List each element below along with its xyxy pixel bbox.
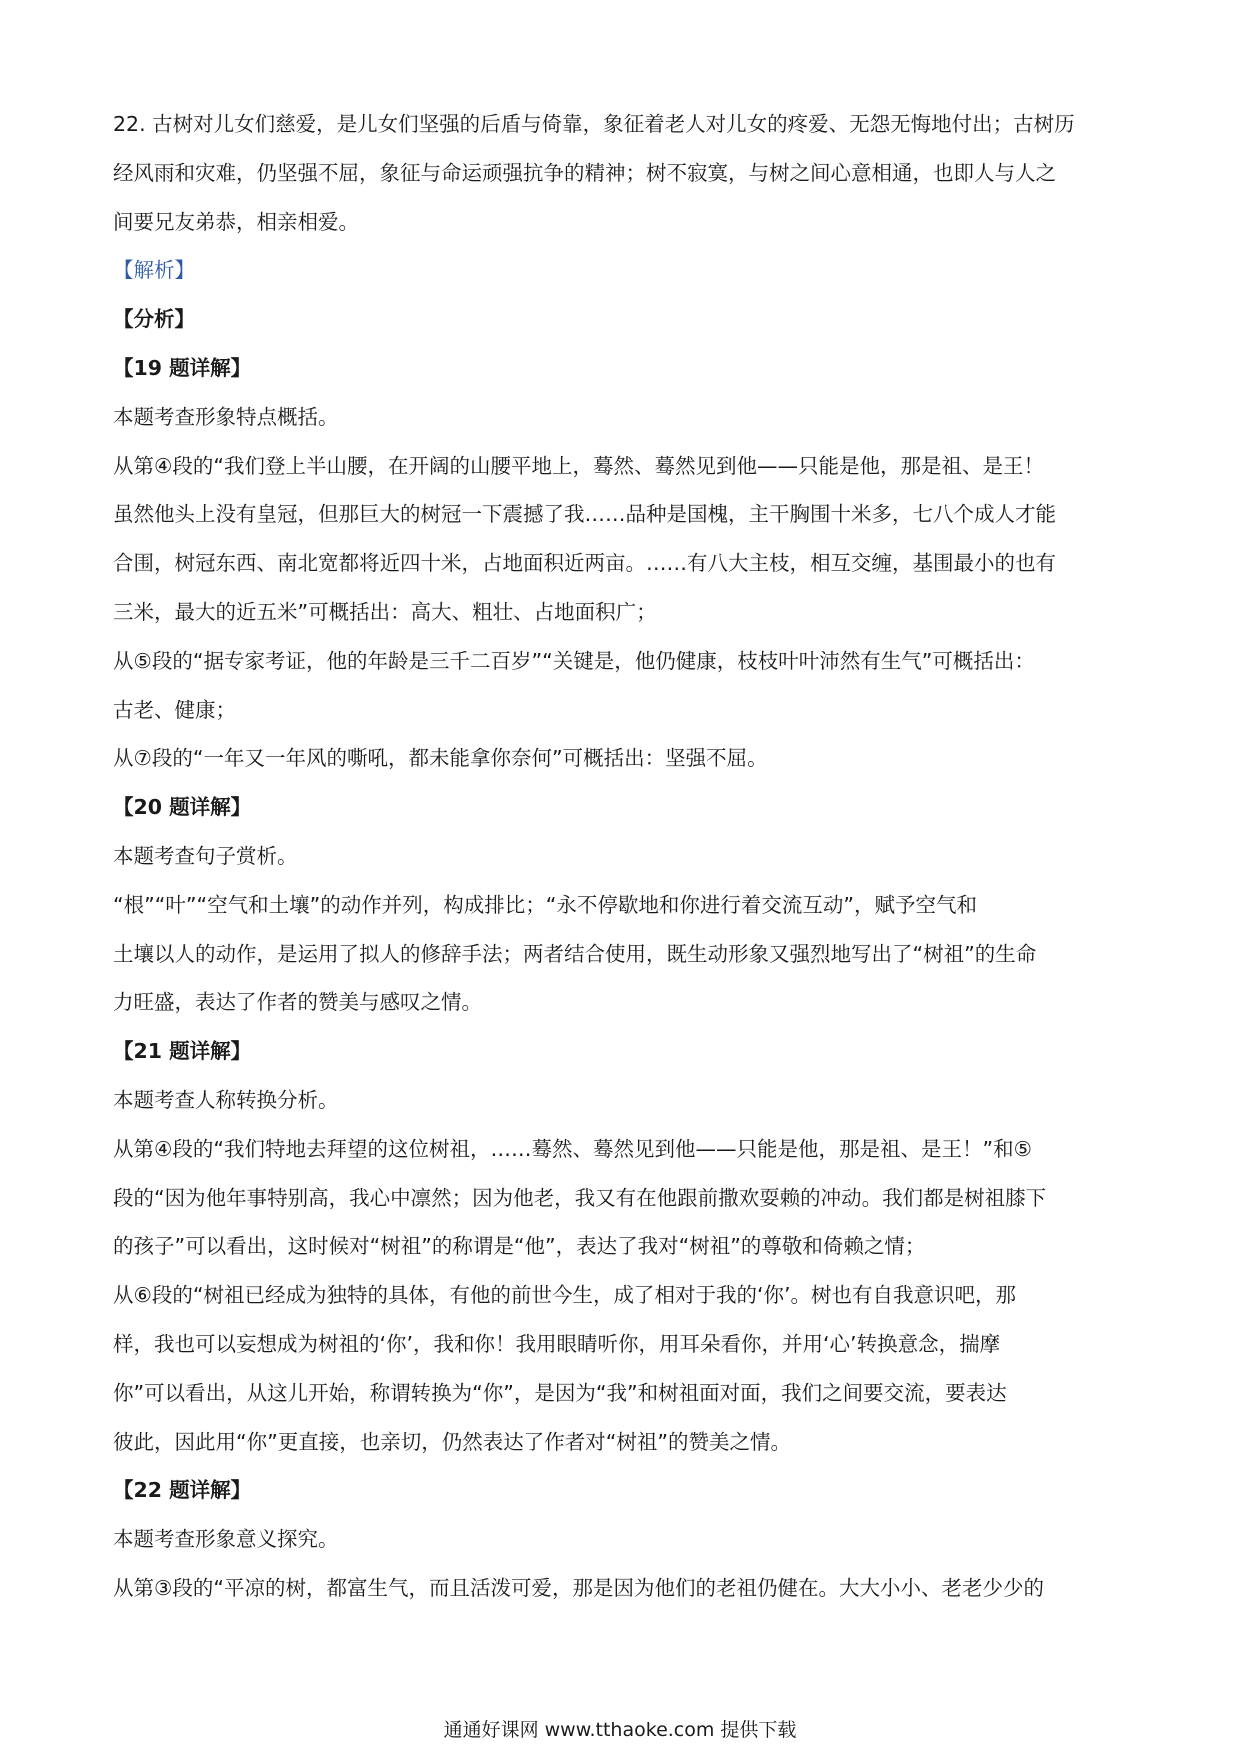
text-line: 22. 古树对儿女们慈爱，是儿女们坚强的后盾与倚靠，象征着老人对儿女的疼爱、无怨无悔地付出；古树历 bbox=[113, 112, 1075, 136]
text-line: 间要兄友弟恭，相亲相爱。 bbox=[113, 209, 359, 234]
text-line: 力旺盛，表达了作者的赞美与感叹之情。 bbox=[113, 990, 482, 1015]
text-line: 经风雨和灾难，仍坚强不屈，象征与命运顽强抗争的精神；树不寂寞，与树之间心意相通，也即人与人之 bbox=[113, 160, 1056, 185]
text-line: 的孩子”可以看出，这时候对“树祖”的称谓是“他”，表达了我对“树祖”的尊敬和倚赖之情； bbox=[113, 1234, 926, 1259]
section-heading: 【21 题详解】 bbox=[113, 1039, 252, 1064]
section-heading: 【20 题详解】 bbox=[113, 795, 252, 820]
text-line: 古老、健康； bbox=[113, 697, 236, 722]
text-line: 从第④段的“我们特地去拜望的这位树祖，……蓦然、蓦然见到他——只能是他，那是祖、是王！”和⑤ bbox=[113, 1136, 1032, 1161]
text-line: 土壤以人的动作，是运用了拟人的修辞手法；两者结合使用，既生动形象又强烈地写出了“树祖”的生命 bbox=[113, 941, 1037, 966]
section-heading: 【19 题详解】 bbox=[113, 355, 252, 380]
text-line: 从⑦段的“一年又一年风的嘶吼，都未能拿你奈何”可概括出：坚强不屈。 bbox=[113, 746, 768, 771]
document-body bbox=[113, 100, 1133, 1613]
section-heading: 【分析】 bbox=[113, 307, 195, 332]
page-footer: 通通好课网 www.tthaoke.com 提供下载 bbox=[443, 1719, 797, 1741]
text-line: 三米，最大的近五米”可概括出：高大、粗壮、占地面积广； bbox=[113, 599, 657, 624]
text-line: “根”“叶”“空气和土壤”的动作并列，构成排比；“永不停歇地和你进行着交流互动”，赋予空气和 bbox=[113, 892, 977, 917]
section-heading: 【22 题详解】 bbox=[113, 1478, 252, 1503]
text-line: 虽然他头上没有皇冠，但那巨大的树冠一下震撼了我……品种是国槐，主干胸围十米多，七八个成人才能 bbox=[113, 502, 1056, 527]
text-line: 段的“因为他年事特别高，我心中凛然；因为他老，我又有在他跟前撒欢耍赖的冲动。我们都是树祖膝下 bbox=[113, 1185, 1047, 1210]
text-line: 从第④段的“我们登上半山腰，在开阔的山腰平地上，蓦然、蓦然见到他——只能是他，那是祖、是王！ bbox=[113, 453, 1044, 478]
text-line: 本题考查形象特点概括。 bbox=[113, 404, 339, 429]
analysis-label: 【解析】 bbox=[113, 258, 195, 283]
text-line: 从⑤段的“据专家考证，他的年龄是三千二百岁”“关键是，他仍健康，枝枝叶叶沛然有生气”可概括出： bbox=[113, 648, 1035, 673]
text-line: 彼此，因此用“你”更直接，也亲切，仍然表达了作者对“树祖”的赞美之情。 bbox=[113, 1429, 791, 1454]
text-line: 合围，树冠东西、南北宽都将近四十米，占地面积近两亩。……有八大主枝，相互交缠，基围最小的也有 bbox=[113, 551, 1056, 576]
text-line: 从⑥段的“树祖已经成为独特的具体，有他的前世今生，成了相对于我的‘你’。树也有自我意识吧，那 bbox=[113, 1283, 1017, 1308]
text-line: 本题考查人称转换分析。 bbox=[113, 1087, 339, 1112]
text-line: 从第③段的“平凉的树，都富生气，而且活泼可爱，那是因为他们的老祖仍健在。大大小小、老老少少的 bbox=[113, 1575, 1044, 1600]
text-line: 你”可以看出，从这儿开始，称谓转换为“你”，是因为“我”和树祖面对面，我们之间要交流，要表达 bbox=[113, 1380, 1007, 1405]
text-line: 本题考查句子赏析。 bbox=[113, 843, 298, 868]
text-line: 样，我也可以妄想成为树祖的‘你’，我和你！我用眼睛听你，用耳朵看你，并用‘心’转换意念，揣摩 bbox=[113, 1331, 1001, 1356]
text-line: 本题考查形象意义探究。 bbox=[113, 1527, 339, 1552]
